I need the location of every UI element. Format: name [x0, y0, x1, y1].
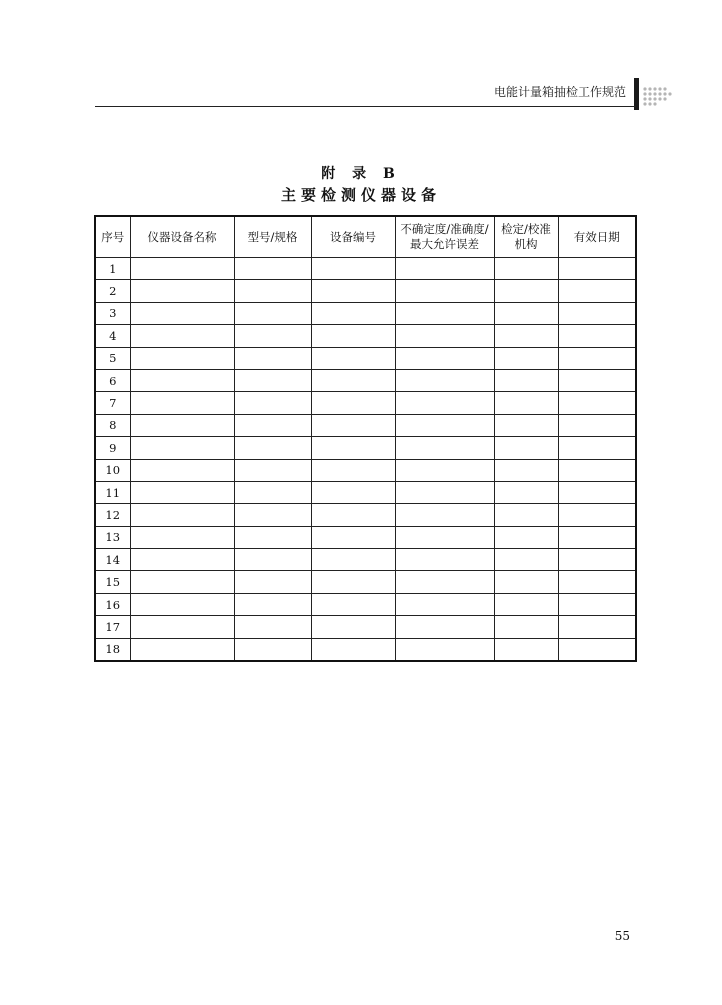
empty-cell [311, 638, 395, 661]
empty-cell [311, 593, 395, 615]
empty-cell [234, 593, 311, 615]
column-header: 设备编号 [311, 216, 395, 258]
empty-cell [311, 504, 395, 526]
row-number-cell: 12 [95, 504, 130, 526]
empty-cell [130, 526, 234, 548]
table-row [95, 481, 636, 503]
empty-cell [311, 325, 395, 347]
empty-cell [494, 280, 558, 302]
empty-cell [558, 347, 636, 369]
empty-cell [234, 504, 311, 526]
table-row [95, 325, 636, 347]
empty-cell [494, 302, 558, 324]
table-row [95, 638, 636, 661]
row-number-cell: 6 [95, 369, 130, 391]
empty-cell [558, 549, 636, 571]
empty-cell [558, 526, 636, 548]
empty-cell [494, 437, 558, 459]
empty-cell [558, 638, 636, 661]
empty-cell [130, 280, 234, 302]
empty-cell [234, 638, 311, 661]
empty-cell [130, 549, 234, 571]
column-header: 检定/校准 机构 [494, 216, 558, 258]
empty-cell [395, 280, 494, 302]
row-number-cell: 4 [95, 325, 130, 347]
column-header: 序号 [95, 216, 130, 258]
empty-cell [395, 414, 494, 436]
row-number-cell: 8 [95, 414, 130, 436]
column-header: 仪器设备名称 [130, 216, 234, 258]
row-number-cell: 7 [95, 392, 130, 414]
empty-cell [234, 347, 311, 369]
empty-cell [311, 526, 395, 548]
table-body [95, 258, 636, 662]
empty-cell [130, 325, 234, 347]
empty-cell [130, 302, 234, 324]
empty-cell [558, 258, 636, 280]
empty-cell [311, 414, 395, 436]
row-number-cell: 9 [95, 437, 130, 459]
empty-cell [311, 392, 395, 414]
empty-cell [130, 638, 234, 661]
empty-cell [395, 638, 494, 661]
table-row [95, 437, 636, 459]
row-number-cell: 2 [95, 280, 130, 302]
empty-cell [311, 459, 395, 481]
table-row [95, 526, 636, 548]
row-number-cell: 16 [95, 593, 130, 615]
empty-cell [234, 414, 311, 436]
empty-cell [311, 549, 395, 571]
empty-cell [130, 392, 234, 414]
empty-cell [494, 616, 558, 638]
table-row [95, 280, 636, 302]
row-number-cell: 5 [95, 347, 130, 369]
empty-cell [234, 302, 311, 324]
empty-cell [311, 481, 395, 503]
empty-cell [395, 616, 494, 638]
empty-cell [494, 325, 558, 347]
empty-cell [130, 481, 234, 503]
empty-cell [494, 347, 558, 369]
empty-cell [494, 593, 558, 615]
header-dot-ornament [642, 85, 674, 109]
empty-cell [395, 437, 494, 459]
empty-cell [395, 325, 494, 347]
empty-cell [234, 526, 311, 548]
empty-cell [494, 571, 558, 593]
empty-cell [130, 369, 234, 391]
empty-cell [234, 369, 311, 391]
empty-cell [130, 459, 234, 481]
row-number-cell: 3 [95, 302, 130, 324]
table-row [95, 302, 636, 324]
table-row [95, 392, 636, 414]
empty-cell [395, 481, 494, 503]
empty-cell [558, 504, 636, 526]
table-row [95, 414, 636, 436]
empty-cell [395, 571, 494, 593]
empty-cell [395, 593, 494, 615]
empty-cell [494, 481, 558, 503]
empty-cell [558, 459, 636, 481]
empty-cell [311, 369, 395, 391]
empty-cell [311, 258, 395, 280]
empty-cell [311, 571, 395, 593]
table-row [95, 571, 636, 593]
empty-cell [130, 347, 234, 369]
table-row [95, 459, 636, 481]
empty-cell [494, 459, 558, 481]
table-row [95, 593, 636, 615]
empty-cell [395, 459, 494, 481]
empty-cell [234, 481, 311, 503]
row-number-cell: 11 [95, 481, 130, 503]
empty-cell [558, 325, 636, 347]
row-number-cell: 17 [95, 616, 130, 638]
empty-cell [558, 302, 636, 324]
empty-cell [395, 369, 494, 391]
appendix-title: 附 录 B [321, 166, 401, 182]
empty-cell [558, 369, 636, 391]
empty-cell [311, 616, 395, 638]
empty-cell [494, 392, 558, 414]
row-number-cell: 14 [95, 549, 130, 571]
table-row [95, 369, 636, 391]
empty-cell [558, 414, 636, 436]
empty-cell [130, 504, 234, 526]
empty-cell [494, 504, 558, 526]
empty-cell [234, 459, 311, 481]
empty-cell [558, 593, 636, 615]
row-number-cell: 10 [95, 459, 130, 481]
empty-cell [395, 504, 494, 526]
empty-cell [558, 481, 636, 503]
column-header: 型号/规格 [234, 216, 311, 258]
empty-cell [311, 347, 395, 369]
empty-cell [234, 392, 311, 414]
empty-cell [234, 571, 311, 593]
table-row [95, 504, 636, 526]
empty-cell [234, 549, 311, 571]
empty-cell [395, 302, 494, 324]
row-number-cell: 13 [95, 526, 130, 548]
column-header: 不确定度/准确度/ 最大允许误差 [395, 216, 494, 258]
empty-cell [234, 280, 311, 302]
empty-cell [234, 437, 311, 459]
empty-cell [234, 258, 311, 280]
empty-cell [558, 392, 636, 414]
empty-cell [234, 616, 311, 638]
empty-cell [395, 258, 494, 280]
empty-cell [494, 414, 558, 436]
equipment-table [94, 215, 637, 662]
table-row [95, 258, 636, 280]
empty-cell [234, 325, 311, 347]
column-header: 有效日期 [558, 216, 636, 258]
running-header-title: 电能计量箱抽检工作规范 [493, 85, 626, 99]
empty-cell [311, 437, 395, 459]
empty-cell [130, 616, 234, 638]
empty-cell [494, 638, 558, 661]
page-number: 55 [614, 929, 630, 943]
empty-cell [494, 258, 558, 280]
row-number-cell: 18 [95, 638, 130, 661]
empty-cell [494, 369, 558, 391]
table-row [95, 616, 636, 638]
empty-cell [130, 258, 234, 280]
empty-cell [558, 280, 636, 302]
empty-cell [558, 571, 636, 593]
empty-cell [558, 616, 636, 638]
empty-cell [130, 437, 234, 459]
empty-cell [311, 302, 395, 324]
table-row [95, 347, 636, 369]
table-row [95, 549, 636, 571]
row-number-cell: 1 [95, 258, 130, 280]
empty-cell [130, 571, 234, 593]
empty-cell [395, 392, 494, 414]
empty-cell [130, 414, 234, 436]
empty-cell [494, 549, 558, 571]
empty-cell [395, 526, 494, 548]
empty-cell [395, 347, 494, 369]
empty-cell [395, 549, 494, 571]
empty-cell [558, 437, 636, 459]
row-number-cell: 15 [95, 571, 130, 593]
empty-cell [130, 593, 234, 615]
appendix-subtitle: 主要检测仪器设备 [280, 186, 441, 204]
empty-cell [494, 526, 558, 548]
empty-cell [311, 280, 395, 302]
table-header-row [95, 216, 636, 258]
header-rule [95, 106, 636, 107]
